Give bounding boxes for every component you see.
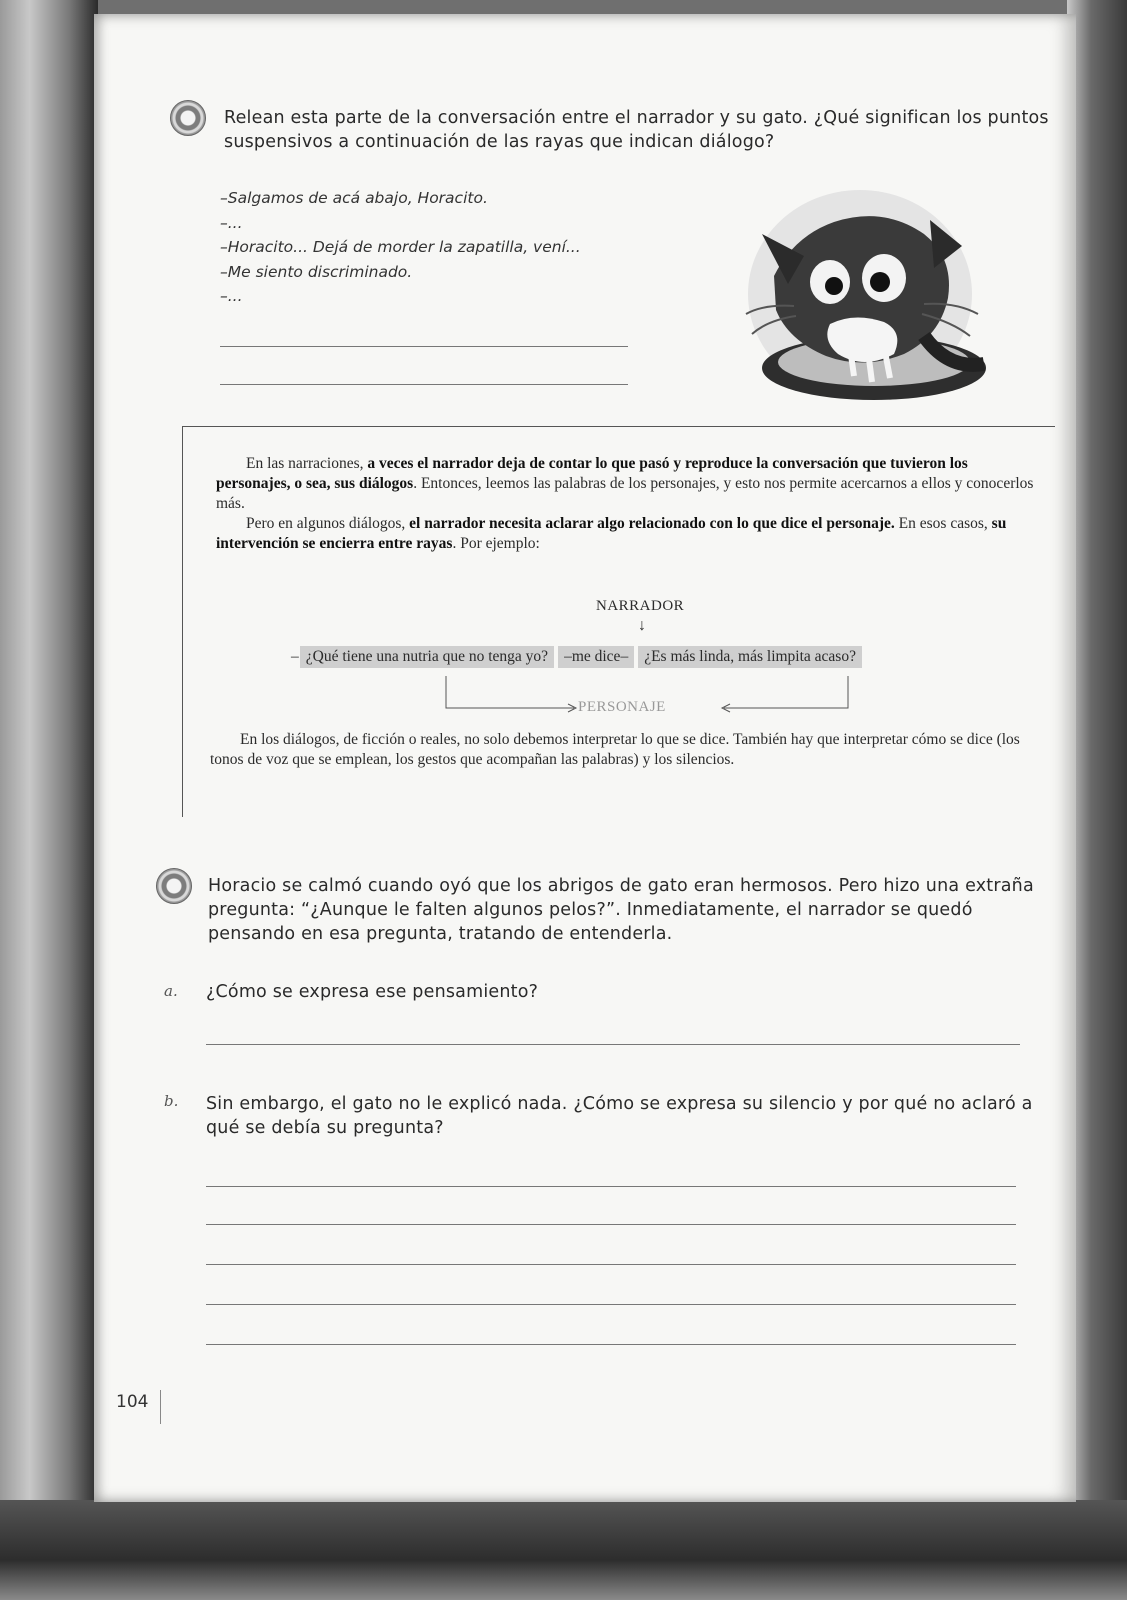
activity-badge-icon <box>156 868 192 904</box>
arrow-down-icon: ↓ <box>638 617 646 634</box>
answer-line[interactable] <box>220 384 628 385</box>
example-dash: – <box>291 648 299 665</box>
dialogue-line: –Me siento discriminado. <box>220 262 413 281</box>
theory-paragraph <box>216 514 1036 554</box>
theory-paragraph <box>216 454 1036 514</box>
answer-line[interactable] <box>220 346 628 347</box>
answer-line[interactable] <box>206 1264 1016 1265</box>
dialogue-example <box>290 646 862 674</box>
text-span: . Por ejemplo: <box>452 535 540 552</box>
page-number: 104 <box>116 1392 149 1412</box>
scan-edge-left <box>0 0 98 1600</box>
character-speech-chip: ¿Qué tiene una nutria que no tenga yo? <box>300 646 554 668</box>
item-b-question: Sin embargo, el gato no le explicó nada. ¿Cómo se expresa su silencio y por qué no aclaró a qué se debía su pregunta? <box>206 1094 1033 1138</box>
text-span: . Entonces, leemos las palabras de los personajes, y esto nos permite acercarnos a ellos y conocerlos más. <box>216 475 1034 512</box>
answer-line[interactable] <box>206 1304 1016 1305</box>
theory-paragraph: En los diálogos, de ficción o reales, no solo debemos interpretar lo que se dice. También hay que interpretar cómo se dice (los tonos de voz que se emplean, los gestos que acompañan las palabras) y los silencios. <box>210 731 1020 768</box>
answer-line[interactable] <box>206 1224 1016 1225</box>
text-span: En las narraciones, <box>246 455 368 472</box>
activity-question: Relean esta parte de la conversación entre el narrador y su gato. ¿Qué significan los puntos suspensivos a continuación de las rayas que indican diálogo? <box>224 108 1049 152</box>
narrator-intervention-chip: –me dice– <box>558 646 634 668</box>
narrador-label: NARRADOR <box>596 598 685 614</box>
page-number-divider <box>160 1390 161 1424</box>
dialogue-line: –Horacito... Dejá de morder la zapatilla, vení... <box>220 238 581 256</box>
cat-illustration <box>734 186 996 418</box>
text-span-bold: a veces el narrador deja de contar lo que pasó y reproduce la conversación que tuvieron los personajes, o sea, sus diálogos <box>216 455 968 492</box>
answer-line[interactable] <box>206 1344 1016 1345</box>
answer-line[interactable] <box>206 1044 1020 1045</box>
dialogue-line: –... <box>220 213 243 232</box>
dialogue-line: –Salgamos de acá abajo, Horacito. <box>220 189 488 207</box>
item-a-question: ¿Cómo se expresa ese pensamiento? <box>206 982 539 1002</box>
character-speech-chip: ¿Es más linda, más limpita acaso? <box>638 646 862 668</box>
theory-text <box>216 454 1036 554</box>
activity-badge-icon <box>170 100 206 136</box>
book-page <box>94 14 1076 1502</box>
text-span-bold: su intervención se encierra entre rayas <box>216 515 1007 552</box>
scan-edge-bottom <box>0 1500 1127 1600</box>
dialogue-line: –... <box>220 287 243 305</box>
text-span-bold: el narrador necesita aclarar algo relacionado con lo que dice el personaje. <box>409 515 895 532</box>
scan-edge-right <box>1067 0 1127 1600</box>
item-letter: a. <box>164 982 178 1000</box>
dialogue-excerpt <box>220 186 660 309</box>
personaje-label: PERSONAJE <box>578 699 666 715</box>
text-span: En esos casos, <box>894 515 992 532</box>
activity-question: Horacio se calmó cuando oyó que los abrigos de gato eran hermosos. Pero hizo una extraña pregunta: “¿Aunque le falten algunos pelos?”. Inmediatamente, el narrador se quedó pensando en esa pregunta, tratando de entenderla. <box>208 876 1034 944</box>
theory-text-2 <box>210 730 1036 770</box>
text-span: Pero en algunos diálogos, <box>246 515 410 532</box>
answer-line[interactable] <box>206 1186 1016 1187</box>
item-letter: b. <box>164 1092 179 1110</box>
